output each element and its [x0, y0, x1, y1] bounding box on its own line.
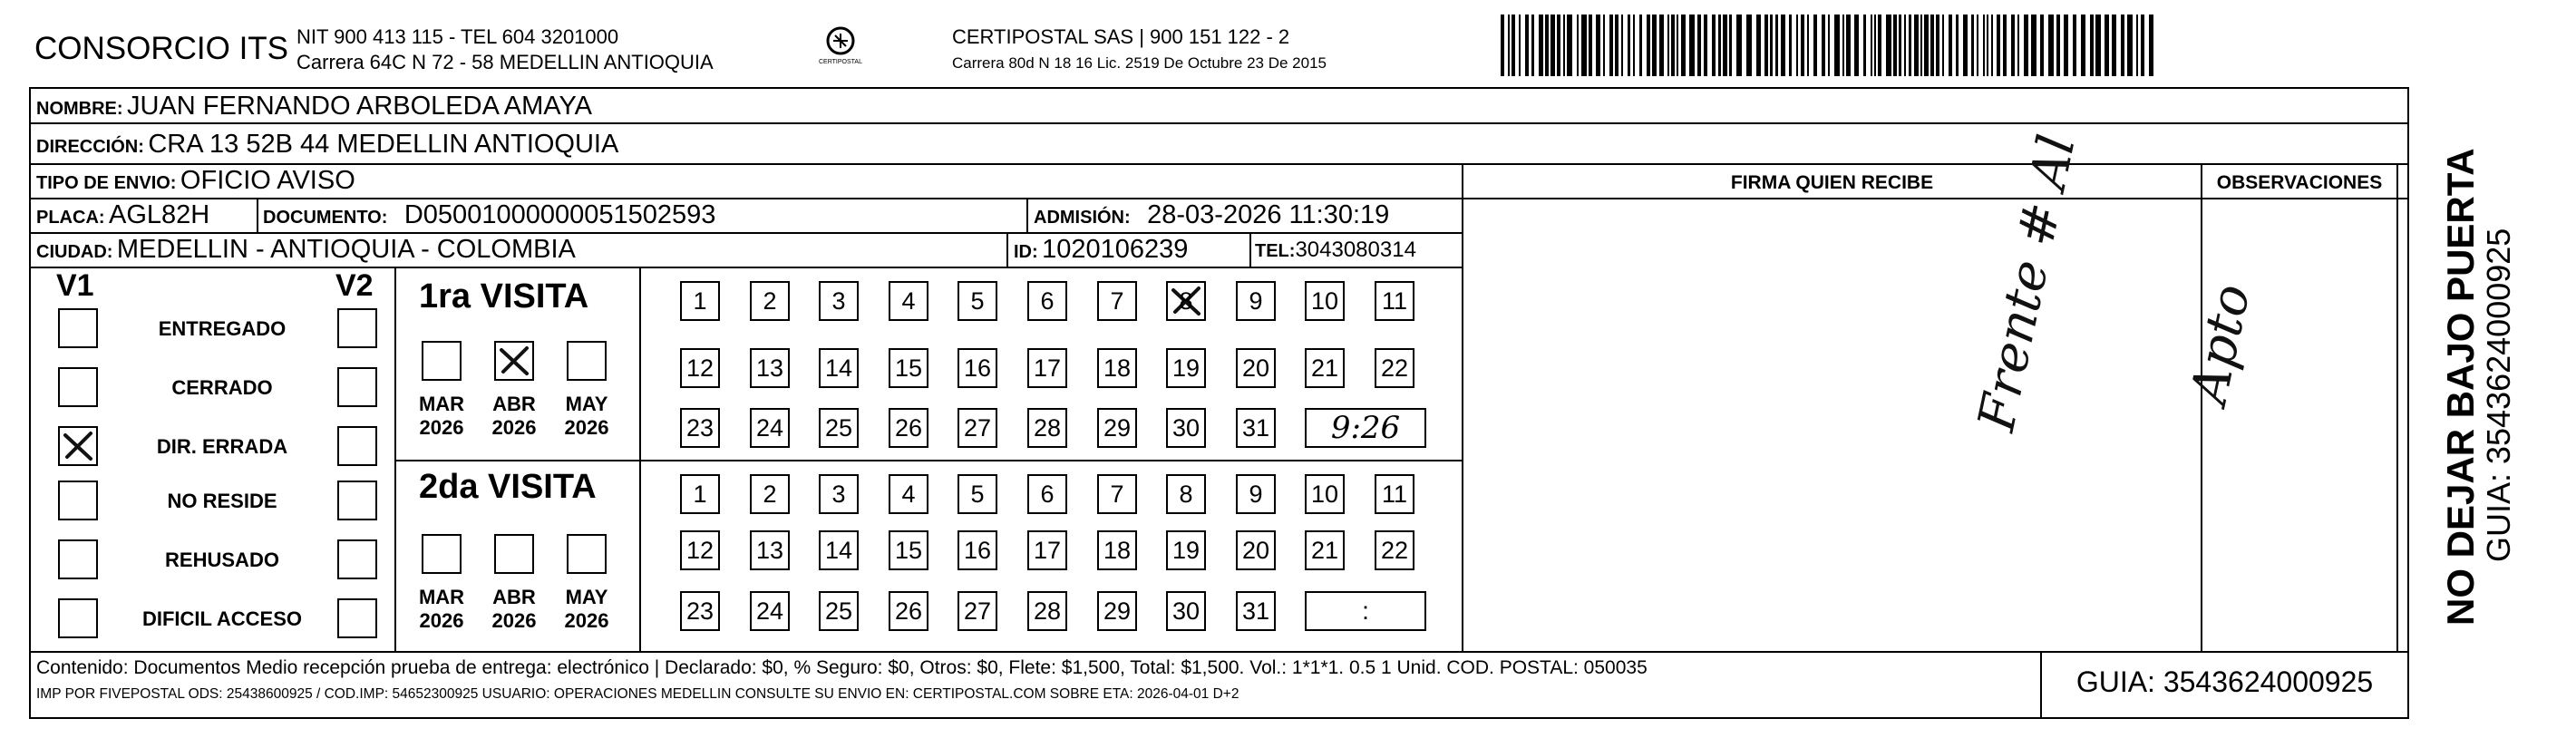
v2-checkbox: [337, 598, 377, 638]
admision-cell: [1034, 200, 1389, 230]
day-box: 19: [1166, 348, 1206, 388]
day-box: 15: [889, 348, 928, 388]
visit1-title: 1ra VISITA: [419, 277, 589, 316]
day-box: 11: [1375, 281, 1414, 321]
check-mark-icon: [58, 426, 98, 466]
day-box: [1166, 281, 1206, 321]
day-box: 9: [1236, 474, 1276, 514]
day-box: 4: [889, 281, 928, 321]
day-box: 20: [1236, 348, 1276, 388]
v1-checkbox: [58, 481, 98, 520]
admision-label: ADMISIÓN:: [1034, 208, 1131, 228]
month-checkbox: [422, 534, 462, 574]
tel-label: TEL:: [1255, 241, 1296, 261]
day-box: 12: [680, 530, 720, 570]
day-box: 6: [1027, 474, 1067, 514]
month-checkbox: [422, 341, 462, 381]
day-box: 23: [680, 408, 720, 448]
certipostal-logo: [812, 24, 870, 78]
day-box: 31: [1236, 408, 1276, 448]
month-label: ABR: [492, 586, 536, 608]
day-box: 5: [957, 281, 997, 321]
day-box: 26: [889, 591, 928, 631]
day-box: 18: [1097, 530, 1137, 570]
tipo-value: OFICIO AVISO: [180, 166, 355, 195]
month-year: 2026: [491, 609, 537, 632]
certipostal-logo-icon: [812, 24, 870, 78]
barcode: [1501, 15, 2161, 76]
ciudad-cell: [36, 235, 576, 265]
month-year: 2026: [419, 609, 464, 632]
v1-checkbox: [58, 539, 98, 579]
month-year: 2026: [491, 416, 537, 439]
v2-checkbox: [337, 308, 377, 348]
day-box: 28: [1027, 408, 1067, 448]
day-box: 14: [819, 530, 859, 570]
month-checkbox: [567, 534, 607, 574]
v2-checkbox: [337, 539, 377, 579]
time-box: :: [1305, 591, 1426, 631]
month-label: ABR: [492, 393, 536, 415]
handwritten-note-line1: Frente # Al: [1967, 130, 2087, 437]
month-checkbox: [567, 341, 607, 381]
day-box: 22: [1375, 348, 1414, 388]
day-box: 21: [1305, 530, 1345, 570]
day-number: 8: [1179, 286, 1193, 315]
day-box: 14: [819, 348, 859, 388]
day-box: 25: [819, 408, 859, 448]
day-box: 27: [957, 408, 997, 448]
observaciones-header: OBSERVACIONES: [2216, 172, 2383, 193]
direccion-value: CRA 13 52B 44 MEDELLIN ANTIOQUIA: [148, 130, 619, 159]
day-box: 28: [1027, 591, 1067, 631]
day-box: 3: [819, 474, 859, 514]
side-notice: NO DEJAR BAJO PUERTA: [2439, 148, 2482, 626]
day-box: 16: [957, 530, 997, 570]
day-box: 17: [1027, 530, 1067, 570]
nombre-value: JUAN FERNANDO ARBOLEDA AMAYA: [127, 92, 592, 121]
day-box: 1: [680, 474, 720, 514]
day-box: 18: [1097, 348, 1137, 388]
month-label: MAR: [418, 586, 465, 608]
v1-checkbox: [58, 426, 98, 466]
day-box: 10: [1305, 474, 1345, 514]
id-cell: [1014, 235, 1188, 265]
day-box: 15: [889, 530, 928, 570]
day-box: 27: [957, 591, 997, 631]
firma-header: FIRMA QUIEN RECIBE: [1730, 172, 1934, 193]
footer-contenido: Contenido: Documentos Medio recepción prueba de entrega: electrónico | Declarado: $0, % Seguro: $0, Otros: $0, Flete: $1,500, Total: $1,500. Vol.: 1*1*1. 0.5 1 Unid. COD. POSTAL: 050035: [36, 657, 1648, 678]
check-mark-icon: [494, 341, 534, 381]
v2-header: V2: [335, 268, 374, 303]
day-box: 19: [1166, 530, 1206, 570]
side-guia: GUIA: 3543624000925: [2480, 228, 2517, 562]
month-checkbox: [494, 534, 534, 574]
day-box: 25: [819, 591, 859, 631]
month-year: 2026: [564, 609, 609, 632]
day-box: 21: [1305, 348, 1345, 388]
day-box: 13: [750, 530, 790, 570]
v1-checkbox: [58, 367, 98, 407]
placa-label: PLACA:: [36, 208, 105, 228]
day-box: 6: [1027, 281, 1067, 321]
footer-imp: IMP POR FIVEPOSTAL ODS: 25438600925 / COD.IMP: 54652300925 USUARIO: OPERACIONES MEDELLIN CONSULTE SU ENVIO EN: CERTIPOSTAL.COM SOBRE ETA: 2026-04-01 D+2: [36, 686, 1239, 702]
admision-value: 28-03-2026 11:30:19: [1147, 200, 1390, 229]
month-label: MAY: [565, 586, 608, 608]
ciudad-label: CIUDAD:: [36, 242, 113, 262]
tipo-label: TIPO DE ENVIO:: [36, 173, 177, 193]
day-box: 22: [1375, 530, 1414, 570]
day-box: 1: [680, 281, 720, 321]
day-box: 3: [819, 281, 859, 321]
tel-cell: [1255, 238, 1416, 263]
nombre-label: NOMBRE:: [36, 99, 123, 119]
day-box: 13: [750, 348, 790, 388]
day-box: 2: [750, 474, 790, 514]
status-option-label: ENTREGADO: [158, 317, 287, 340]
carrier-address: Carrera 80d N 18 16 Lic. 2519 De Octubre 23 De 2015: [952, 54, 1327, 72]
day-box: 23: [680, 591, 720, 631]
id-label: ID:: [1014, 242, 1038, 262]
placa-value: AGL82H: [109, 200, 210, 229]
month-checkbox: [494, 341, 534, 381]
v1-header: V1: [56, 268, 94, 303]
day-box: 24: [750, 591, 790, 631]
visit2-title: 2da VISITA: [419, 468, 597, 506]
company-address: Carrera 64C N 72 - 58 MEDELLIN ANTIOQUIA: [296, 51, 714, 73]
day-box: 7: [1097, 281, 1137, 321]
direccion-label: DIRECCIÓN:: [36, 137, 144, 157]
day-box: 5: [957, 474, 997, 514]
v2-checkbox: [337, 426, 377, 466]
time-box: 9:26: [1305, 408, 1426, 448]
documento-value: D05001000000051502593: [403, 200, 716, 229]
day-box: 26: [889, 408, 928, 448]
placa-cell: [36, 200, 209, 230]
month-year: 2026: [564, 416, 609, 439]
footer-guia: GUIA: 3543624000925: [2075, 665, 2374, 698]
company-nit: NIT 900 413 115 - TEL 604 3201000: [296, 25, 619, 48]
day-box: 12: [680, 348, 720, 388]
direccion-row: [36, 130, 618, 160]
day-box: 30: [1166, 408, 1206, 448]
status-option-label: REHUSADO: [165, 549, 279, 571]
day-box: 20: [1236, 530, 1276, 570]
nombre-row: [36, 92, 592, 121]
day-box: 29: [1097, 408, 1137, 448]
status-option-label: DIFICIL ACCESO: [141, 607, 302, 630]
documento-cell: [263, 200, 715, 230]
day-box: 9: [1236, 281, 1276, 321]
day-box: 24: [750, 408, 790, 448]
status-option-label: DIR. ERRADA: [156, 435, 288, 458]
status-option-label: NO RESIDE: [167, 490, 277, 512]
status-option-label: CERRADO: [171, 376, 273, 399]
day-box: 31: [1236, 591, 1276, 631]
day-box: 30: [1166, 591, 1206, 631]
carrier-name: CERTIPOSTAL SAS | 900 151 122 - 2: [952, 25, 1290, 48]
documento-label: DOCUMENTO:: [263, 208, 388, 228]
v2-checkbox: [337, 367, 377, 407]
v1-checkbox: [58, 598, 98, 638]
day-box: 10: [1305, 281, 1345, 321]
day-box: 29: [1097, 591, 1137, 631]
month-year: 2026: [419, 416, 464, 439]
tipo-row: [36, 166, 355, 196]
day-box: 2: [750, 281, 790, 321]
day-box: 4: [889, 474, 928, 514]
v1-checkbox: [58, 308, 98, 348]
company-name: CONSORCIO ITS: [34, 31, 289, 66]
day-box: 16: [957, 348, 997, 388]
day-box: 17: [1027, 348, 1067, 388]
id-value: 1020106239: [1042, 235, 1189, 264]
day-box: 11: [1375, 474, 1414, 514]
logo-caption: CERTIPOSTAL: [819, 59, 862, 65]
month-label: MAY: [565, 393, 608, 415]
ciudad-value: MEDELLIN - ANTIOQUIA - COLOMBIA: [116, 235, 576, 264]
tel-value: 3043080314: [1295, 238, 1416, 262]
day-box: 8: [1166, 474, 1206, 514]
month-label: MAR: [418, 393, 465, 415]
handwritten-note-line2: Apto: [2179, 278, 2262, 410]
day-box: 7: [1097, 474, 1137, 514]
v2-checkbox: [337, 481, 377, 520]
